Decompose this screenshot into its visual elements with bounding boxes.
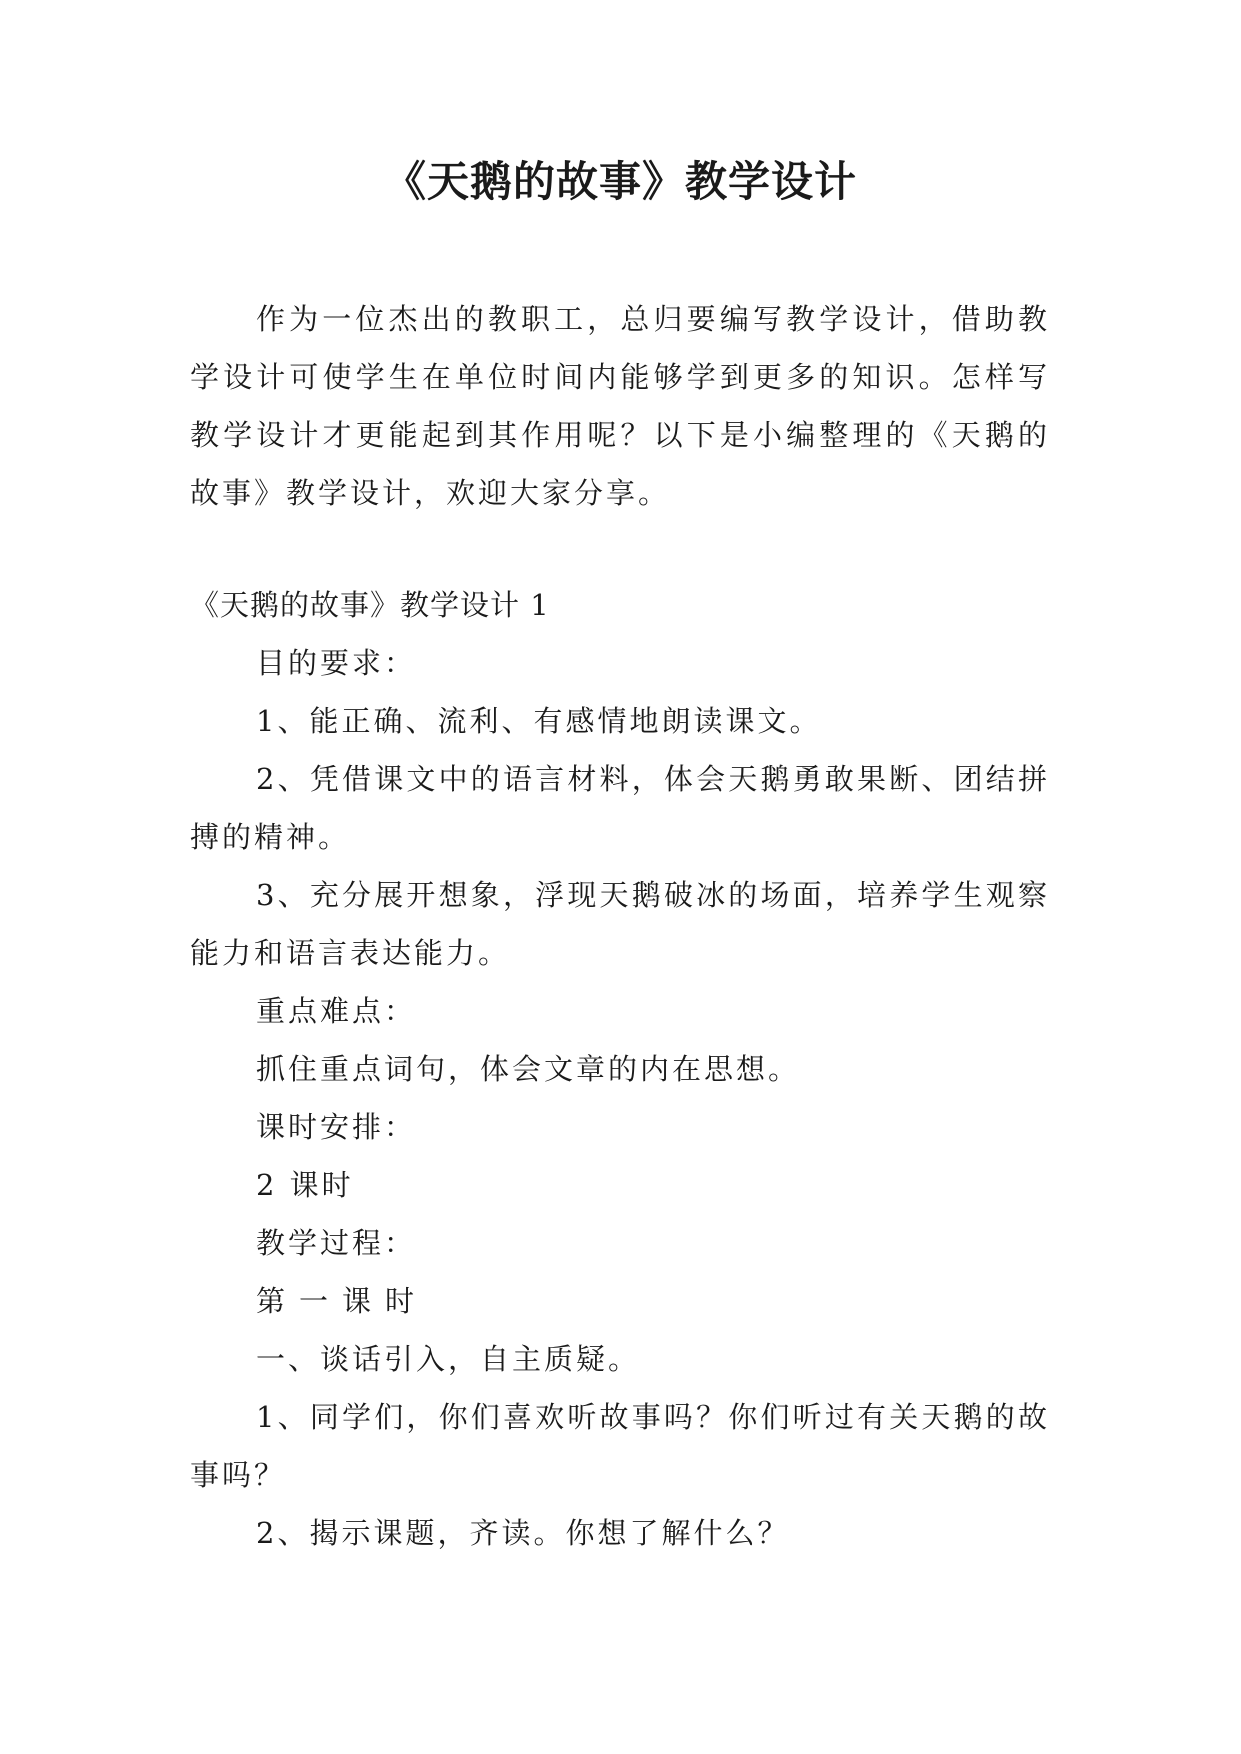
paragraph-schedule: 2 课时 — [256, 1168, 354, 1202]
paragraph-goals-heading: 目的要求： — [256, 646, 417, 680]
paragraph-process-heading: 教学过程： — [256, 1226, 417, 1260]
paragraph-step-one-1: 1、同学们，你们喜欢听故事吗？你们听过有关天鹅的故事吗？ — [190, 1400, 1050, 1492]
paragraph-keypoints-heading: 重点难点： — [256, 994, 417, 1028]
intro-paragraph: 作为一位杰出的教职工，总归要编写教学设计，借助教学设计可使学生在单位时间内能够学到更多的知识。怎样写教学设计才更能起到其作用呢？以下是小编整理的《天鹅的故事》教学设计，欢迎大家分享。 — [190, 302, 1050, 510]
paragraph-keypoints: 抓住重点词句，体会文章的内在思想。 — [256, 1052, 801, 1086]
paragraph-step-one: 一、谈话引入，自主质疑。 — [256, 1342, 641, 1376]
paragraph-lesson-one: 第一课时 — [256, 1284, 429, 1318]
document-body — [190, 290, 1050, 1562]
paragraph-goal-2: 2、凭借课文中的语言材料，体会天鹅勇敢果断、团结拼搏的精神。 — [190, 762, 1050, 854]
section-title: 《天鹅的故事》教学设计 1 — [190, 588, 550, 622]
paragraph-schedule-heading: 课时安排： — [256, 1110, 417, 1144]
paragraph-goal-1: 1、能正确、流利、有感情地朗读课文。 — [256, 704, 822, 738]
document-title: 《天鹅的故事》教学设计 — [383, 157, 857, 206]
paragraph-step-one-2: 2、揭示课题，齐读。你想了解什么？ — [256, 1516, 790, 1550]
paragraph-goal-3: 3、充分展开想象，浮现天鹅破冰的场面，培养学生观察能力和语言表达能力。 — [190, 878, 1050, 970]
